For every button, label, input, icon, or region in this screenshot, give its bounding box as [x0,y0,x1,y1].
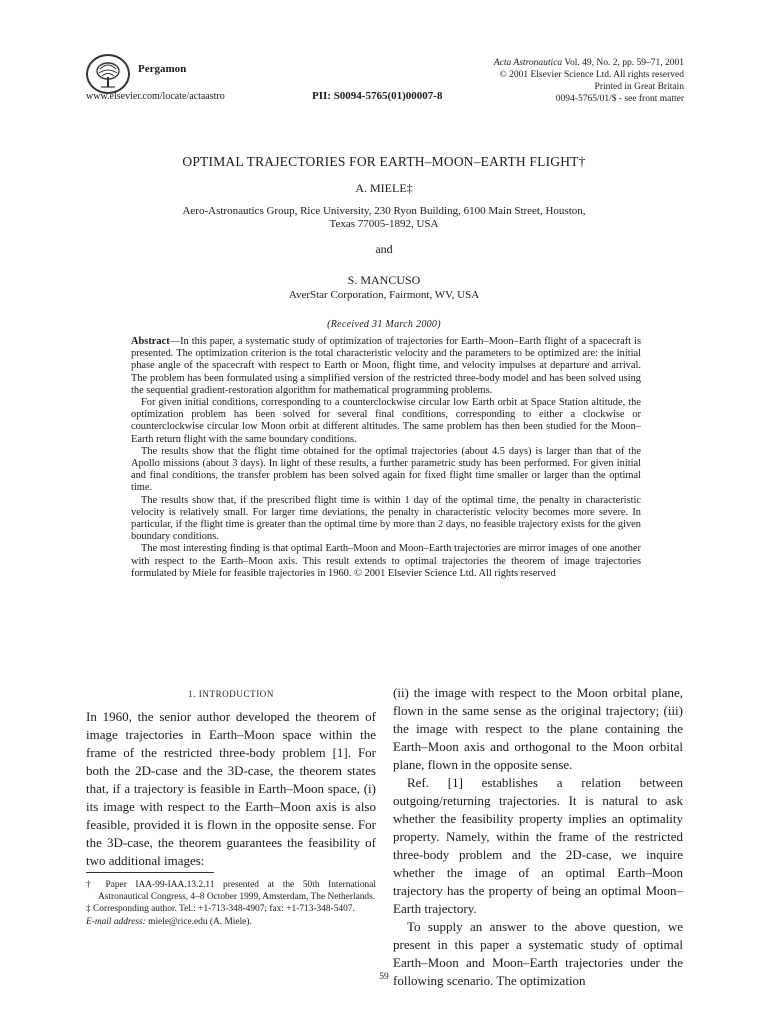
author-1: A. MIELE‡ [355,181,413,195]
journal-volume: Vol. 49, No. 2, pp. 59–71, 2001 [562,58,684,68]
abstract-paragraph-4: The results show that, if the prescribed flight time is within 1 day of the optimal time, the penalty in characteristic velocity is relatively small. For larger time deviations, the penalty in characteristic velocity becomes more severe. In particular, if the flight time is greater than the optimal time by more than 2 days, no feasible trajectory exists for the given boundary conditions. [131,494,641,543]
journal-citation [494,57,684,69]
intro-paragraph-4: To supply an answer to the above question, we present in this paper a systematic study of optimal Earth–Moon and Moon–Earth trajectories under the following scenario. The optimization [393,919,683,988]
publisher-logo [86,54,130,94]
abstract [131,336,641,580]
affiliation-2: AverStar Corporation, Fairmont, WV, USA [288,289,480,301]
affiliation-1-line-2: Texas 77005-1892, USA [329,218,439,230]
right-column [393,684,683,990]
tree-emblem-icon [91,59,125,89]
abstract-paragraph-2: For given initial conditions, corresponding to a counterclockwise circular low Earth orbit at Space Station altitude, the optimization problem has been solved for several final conditions, corresponding to either a clockwise or counterclockwise circular low Moon orbit at different altitudes. The same problem has then been studied for the Moon–Earth return flight with the same boundary conditions. [131,397,641,445]
left-column [86,708,376,870]
abstract-label: Abstract [131,336,170,347]
affiliation-1-line-1: Aero-Astronautics Group, Rice University, 230 Ryon Building, 6100 Main Street, Houston, [182,205,586,217]
intro-paragraph-2: (ii) the image with respect to the Moon orbital plane, flown in the same sense as the original trajectory; (iii) the image with respect to the plane containing the Earth–Moon axis and orthogonal to the Moon orbital plane, flown in the opposite sense. [393,685,683,772]
intro-paragraph-3: Ref. [1] establishes a relation between outgoing/returning trajectories. It is natural to ask whether the feasibility property implies an optimality property. Namely, within the frame of the restricted three-body problem and the 2D-case, we inquire whether the image of an optimal Earth–Moon trajectory has the property of being an optimal Moon–Earth trajectory. [393,775,683,916]
journal-website[interactable]: www.elsevier.com/locate/actaastro [86,91,225,102]
paper-title: OPTIMAL TRAJECTORIES FOR EARTH–MOON–EARTH FLIGHT† [182,154,586,169]
footnote-1: † Paper IAA-99-IAA.13.2.11 presented at the 50th International Astronautical Congress, 4–8 October 1999, Amsterdam, The Netherlands. [86,880,376,903]
journal-name: Acta Astronautica [493,58,563,68]
intro-paragraph-1: In 1960, the senior author developed the theorem of image trajectories in Earth–Moon space within the frame of the restricted three-body problem [1]. For both the 2D-case and the 3D-case, the theorem states that, if a trajectory is feasible in Earth–Moon space, (i) its image with respect to the Earth–Moon axis is also feasible, provided it is flown in the opposite sense. For the 3D-case, the theorem guarantees the feasibility of two additional images: [86,709,376,868]
affiliation-1 [0,205,768,231]
publisher-name: Pergamon [138,63,187,75]
abstract-paragraph-1: Abstract—In this paper, a systematic study of optimization of trajectories for Earth–Moon–Earth flight of a spacecraft is presented. The optimization criterion is the total characteristic velocity and the parameters to be optimized are: the initial phase angle of the spacecraft with respect to Earth or Moon, flight time, and velocity impulses at departure and arrival. The problem has been formulated using a simplified version of the restricted three-body model and has been solved using the sequential gradient-restoration algorithm for mathematical programming problems. [131,336,641,396]
email-label: E-mail address: [86,916,146,927]
journal-info [494,57,684,105]
author-2: S. MANCUSO [347,273,421,287]
printed-line: Printed in Great Britain [594,82,684,92]
author-conjunction: and [375,242,393,256]
footnote-email [86,916,376,928]
page-number: 59 [379,972,389,982]
abstract-paragraph-3: The results show that the flight time obtained for the optimal trajectories (about 4.5 days) is larger than that of the Apollo missions (about 3 days). In light of these results, a further parametric study has been performed. For given initial and final conditions, the transfer problem has been solved again for fixed flight time smaller or larger than the optimal time. [131,445,641,494]
issn-line: 0094-5765/01/$ - see front matter [555,94,684,104]
section-heading: 1. INTRODUCTION [188,689,274,699]
footnote-2: ‡ Corresponding author. Tel.: +1-713-348-4907; fax: +1-713-348-5407. [86,904,355,915]
pii-identifier: PII: S0094-5765(01)00007-8 [312,90,443,102]
abstract-paragraph-5: The most interesting finding is that optimal Earth–Moon and Moon–Earth trajectories are mirror images of one another with respect to the Earth–Moon axis. This result extends to optimal trajectories the theorem of image trajectories formulated by Miele for feasible trajectories in 1960. © 2001 Elsevier Science Ltd. All rights reserved [131,543,641,579]
email-value[interactable]: miele@rice.edu (A. Miele). [145,916,252,927]
footnote-divider [86,872,214,873]
copyright-line: © 2001 Elsevier Science Ltd. All rights reserved [499,70,684,80]
received-date: (Received 31 March 2000) [327,319,441,330]
footnotes [86,879,376,928]
